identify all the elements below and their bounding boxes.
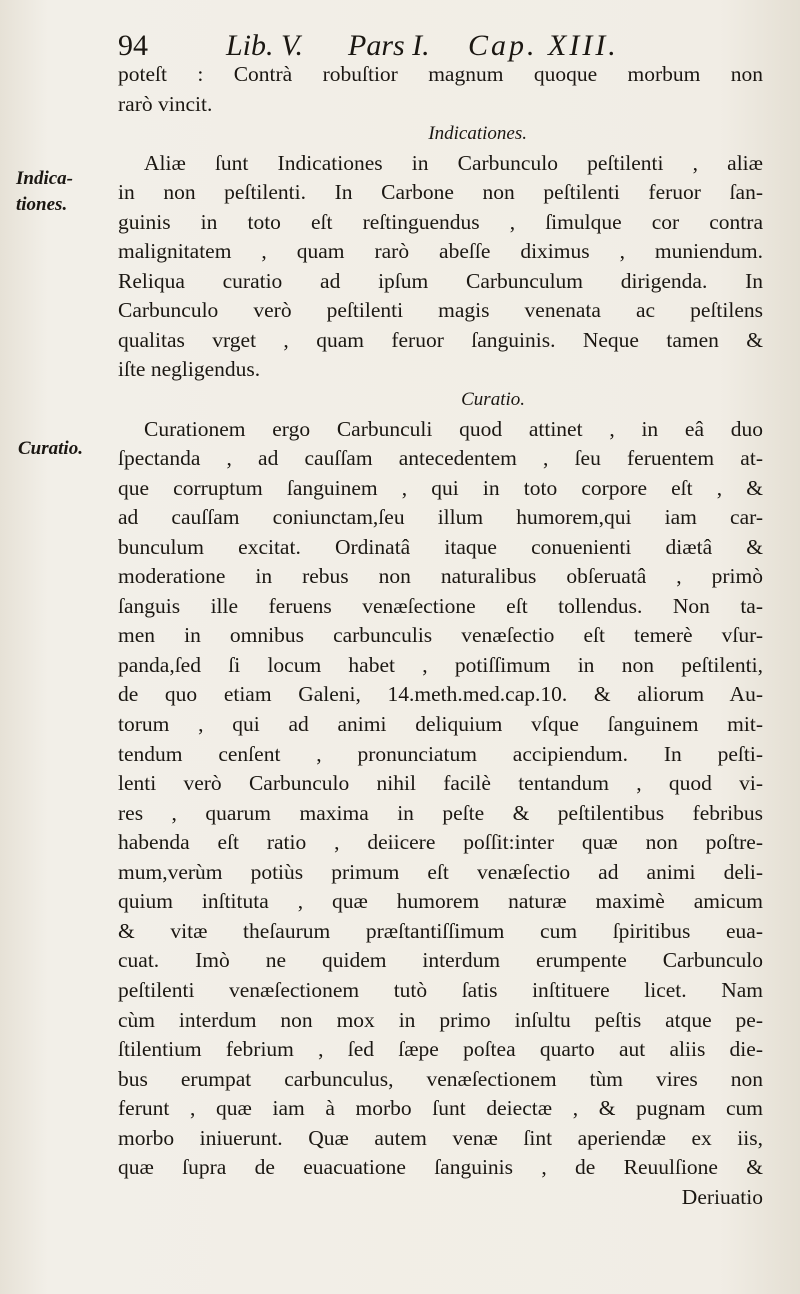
text-line: res , quarum maxima in peſte & peſtilentibus febribus [118,800,763,825]
text-line: que corruptum ſanguinem , qui in toto corpore eſt , & [118,475,763,500]
text-line: ferunt , quæ iam à morbo ſunt deiectæ , & pugnam cum [118,1096,763,1121]
text-line: bus erumpat carbunculus, venæſectionem tùm vires non [118,1066,763,1091]
text-line: men in omnibus carbunculis venæſectio eſt temerè vſur- [118,623,763,648]
text-line: lenti verò Carbunculo nihil facilè tentandum , quod vi- [118,771,763,796]
book-number: Lib. V. [226,29,303,62]
text-line: rarò vincit. [118,91,213,116]
margin-note-indicationes [16,166,73,218]
text-line: quæ ſupra de euacuatione ſanguinis , de Reuulſione & [118,1155,763,1180]
text-line: Curationem ergo Carbunculi quod attinet , in eâ duo [144,416,763,441]
text-line: tendum cenſent , pronunciatum accipiendum. In peſti- [118,741,763,766]
text-line: morbo iniuerunt. Quæ autem venæ ſint aperiendæ ex iis, [118,1125,763,1150]
section-heading: Curatio. [461,389,525,411]
text-line: ad cauſſam coniunctam,ſeu illum humorem,qui iam car- [118,505,763,530]
text-line: torum , qui ad animi deliquium vſque ſanguinem mit- [118,712,763,737]
chapter-number: Cap. XIII. [468,29,619,62]
section-heading: Indicationes. [428,123,527,145]
text-line: habenda eſt ratio , deiicere poſſit:inter quæ non poſtre- [118,830,763,855]
text-line: & vitæ theſaurum præſtantiſſimum cum ſpiritibus eua- [118,918,763,943]
text-line: ſanguis ille feruens venæſectione eſt tollendus. Non ta- [118,593,763,618]
text-line: poteſt : Contrà robuſtior magnum quoque morbum non [118,62,763,86]
margin-note-line: tiones. [16,194,68,215]
text-line: guinis in toto eſt reſtinguendus , ſimulque cor contra [118,209,763,234]
text-line: mum,verùm potiùs primum eſt venæſectio ad animi deli- [118,859,763,884]
text-line: ſtilentium febrium , ſed ſæpe poſtea quarto aut aliis die- [118,1037,763,1062]
page-number: 94 [118,29,148,62]
text-line: cuat. Imò ne quidem interdum erumpente Carbunculo [118,948,763,973]
text-line: malignitatem , quam rarò abeſſe diximus , muniendum. [118,239,763,264]
text-line: panda,ſed ſi locum habet , potiſſimum in non peſtilenti, [118,652,763,677]
part-number: Pars I. [348,29,430,62]
text-line: Carbunculo verò peſtilenti magis venenata ac peſtilens [118,298,763,323]
text-line: Aliæ ſunt Indicationes in Carbunculo peſtilenti , aliæ [144,150,763,175]
text-line: peſtilenti venæſectionem tutò ſatis inſtituere licet. Nam [118,977,763,1002]
margin-note-curatio: Curatio. [18,438,83,459]
catchword: Deriuatio [681,1184,763,1209]
body-text [118,60,763,1212]
text-line: Reliqua curatio ad ipſum Carbunculum dirigenda. In [118,268,763,293]
text-line: moderatione in rebus non naturalibus obſeruatâ , primò [118,564,763,589]
text-line: bunculum excitat. Ordinatâ itaque conuenienti diætâ & [118,534,763,559]
margin-note-line: Indica- [16,168,73,189]
text-line: qualitas vrget , quam feruor ſanguinis. Neque tamen & [118,327,763,352]
text-line: ſpectanda , ad cauſſam antecedentem , ſeu feruentem at- [118,446,763,471]
text-line: quium inſtituta , quæ humorem naturæ maximè amicum [118,889,763,914]
text-line: cùm interdum non mox in primo inſultu peſtis atque pe- [118,1007,763,1032]
text-line: de quo etiam Galeni, 14.meth.med.cap.10. & aliorum Au- [118,682,763,707]
text-line: iſte negligendus. [118,357,261,382]
text-line: in non peſtilenti. In Carbone non peſtilenti feruor ſan- [118,180,763,205]
